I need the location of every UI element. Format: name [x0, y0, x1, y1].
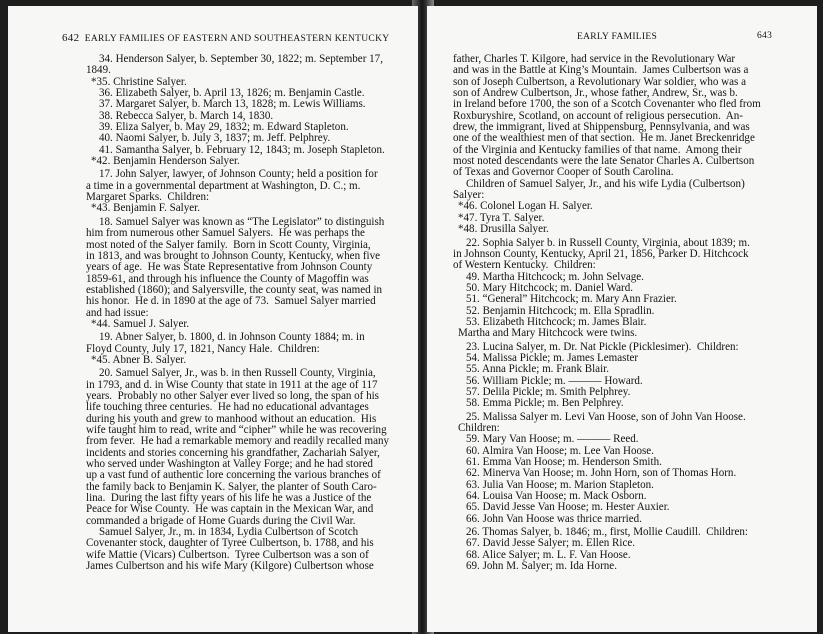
left-page-body: [86, 54, 406, 572]
text-line: 62. Minerva Van Hoose; m. John Horn, son of Thomas Horn.: [466, 467, 737, 480]
text-line: 37. Margaret Salyer, b. March 13, 1828; m. Lewis Williams.: [99, 98, 366, 111]
text-line: 54. Malissa Pickle; m. James Lemaster: [466, 351, 639, 364]
text-line: years of age. He was State Representative from Johnson County: [86, 261, 373, 274]
text-line: commanded a brigade of Home Guards during the Civil War.: [86, 514, 356, 527]
text-line: and had issue:: [86, 306, 149, 319]
text-line: who served under Washington at Valley Forge; and he had stored: [86, 458, 373, 471]
text-line: of Western Kentucky. Children:: [453, 259, 596, 272]
text-line: *47. Tyra T. Salyer.: [458, 211, 545, 224]
right-page-body: [453, 54, 799, 572]
text-line: *45. Abner B. Salyer.: [91, 353, 187, 366]
text-line: Martha and Mary Hitchcock were twins.: [458, 327, 638, 340]
text-line: up a vast fund of authentic lore concerning the various branches of: [86, 469, 381, 482]
text-line: 25. Malissa Salyer m. Levi Van Hoose, son of John Van Hoose.: [466, 410, 746, 423]
text-line: 20. Samuel Salyer, Jr., was b. in then Russell County, Virginia,: [99, 367, 376, 380]
text-line: 66. John Van Hoose was thrice married.: [466, 512, 642, 525]
text-line: 56. William Pickle; m. ——— Howard.: [466, 374, 643, 387]
right-page: [427, 6, 817, 632]
text-line: 34. Henderson Salyer, b. September 30, 1822; m. September 17,: [99, 53, 383, 65]
text-line: 41. Samantha Salyer, b. February 12, 1843; m. Joseph Stapleton.: [99, 143, 385, 156]
text-line: a time in a governmental department at Washington, D. C.; m.: [86, 179, 361, 192]
text-line: father, Charles T. Kilgore, had service in the Revolutionary War: [453, 53, 736, 65]
text-line: 36. Elizabeth Salyer, b. April 13, 1826; m. Benjamin Castle.: [99, 87, 365, 100]
text-line: *46. Colonel Logan H. Salyer.: [458, 200, 593, 213]
text-line: *44. Samuel J. Salyer.: [91, 317, 190, 330]
text-line: son of Andrew Culbertson, Jr., whose father, Andrew, Sr., was b.: [453, 87, 738, 100]
text-line: 53. Elizabeth Hitchcock; m. James Blair.: [466, 315, 647, 328]
text-line: in Ireland before 1700, the son of a Scotch Covenanter who fled from: [453, 98, 761, 111]
text-line: son of Joseph Culbertson, a Revolutionary War soldier, who was a: [453, 75, 747, 88]
text-line: wife taught him to read, write and “cipher” while he was recovering: [86, 424, 387, 436]
text-line: and was in the Battle at King’s Mountain. James Culbertson was a: [453, 64, 749, 77]
text-line: 18. Samuel Salyer was known as “The Legislator” to distinguish: [99, 215, 385, 228]
text-line: 65. David Jesse Van Hoose; m. Hester Auxier.: [466, 501, 670, 514]
text-line: 59. Mary Van Hoose; m. ——— Reed.: [466, 433, 639, 446]
text-line: in 1793, and d. in Wise County that state in 1911 at the age of 117: [86, 378, 378, 391]
text-line: of the Virginia and Kentucky families of that name. Among their: [453, 143, 742, 156]
text-line: *48. Drusilla Salyer.: [458, 223, 549, 236]
text-line: 68. Alice Salyer; m. L. F. Van Hoose.: [466, 548, 631, 561]
text-line: his honor. He d. in 1890 at the age of 73. Samuel Salyer married: [86, 295, 376, 308]
text-line: 57. Delila Pickle; m. Smith Pelphrey.: [466, 385, 631, 398]
text-line: Covenanter stock, daughter of Tyree Culbertson, b. 1788, and his: [86, 537, 374, 550]
text-line: 23. Lucina Salyer, m. Dr. Nat Pickle (Picklesimer). Children:: [466, 340, 739, 353]
text-line: Floyd County, July 17, 1821, Nancy Hale. Children:: [86, 342, 320, 355]
text-line: drew, the immigrant, lived at Shippensburg, Pennsylvania, and was: [453, 121, 750, 134]
left-page: [8, 6, 418, 632]
text-line: Roxburyshire, Scotland, on account of religious persecution. An-: [453, 109, 743, 122]
text-line: 67. David Jesse Salyer; m. Ellen Rice.: [466, 537, 636, 550]
text-line: 39. Eliza Salyer, b. May 29, 1832; m. Edward Stapleton.: [99, 121, 349, 134]
text-line: Children:: [458, 422, 500, 434]
text-line: 26. Thomas Salyer, b. 1846; m., first, Mollie Caudill. Children:: [466, 526, 748, 539]
text-line: 22. Sophia Salyer b. in Russell County, Virginia, about 1839; m.: [466, 236, 750, 249]
text-line: 38. Rebecca Salyer, b. March 14, 1830.: [99, 109, 274, 122]
text-line: 63. Julia Van Hoose; m. Marion Stapleton.: [466, 478, 654, 491]
text-line: one of the wealthiest men of that section. He m. Janet Breckenridge: [453, 132, 755, 145]
text-line: *35. Christine Salyer.: [91, 75, 187, 88]
text-line: 1859-61, and through his influence the County of Magoffin was: [86, 272, 369, 285]
text-line: from fever. He had a remarkable memory and readily recalled many: [86, 435, 390, 448]
text-line: years. Probably no other Salyer ever lived so long, the span of his: [86, 389, 379, 402]
text-line: 49. Martha Hitchcock; m. John Selvage.: [466, 270, 644, 283]
text-line: most noted descendants were the late Senator Charles A. Culbertson: [453, 155, 755, 168]
text-line: in Johnson County, Kentucky, April 21, 1856, Parker D. Hitchcock: [453, 247, 749, 260]
text-line: 61. Emma Van Hoose; m. Henderson Smith.: [466, 456, 662, 469]
text-line: 51. “General” Hitchcock; m. Mary Ann Frazier.: [466, 293, 677, 306]
text-line: established (1860); and Salyersville, the county seat, was named in: [86, 283, 383, 296]
left-running-head-title: EARLY FAMILIES OF EASTERN AND SOUTHEASTERN KENTUCKY: [84, 34, 390, 44]
text-line: in 1813, and was brought to Johnson County, Kentucky, when five: [86, 249, 381, 262]
text-line: Children of Samuel Salyer, Jr., and his wife Lydia (Culbertson): [466, 177, 745, 190]
text-line: lina. During the last fifty years of his life he was a Justice of the: [86, 492, 372, 505]
left-running-header: [62, 32, 389, 44]
text-line: incidents and stories concerning his grandfather, Zachariah Salyer,: [86, 446, 380, 459]
text-line: 19. Abner Salyer, b. 1800, d. in Johnson County 1884; m. in: [99, 331, 365, 344]
text-line: 1849.: [86, 64, 111, 77]
text-line: 60. Almira Van Hoose; m. Lee Van Hoose.: [466, 444, 654, 457]
right-running-head-title: EARLY FAMILIES: [577, 32, 658, 42]
text-line: 52. Benjamin Hitchcock; m. Ella Spradlin.: [466, 304, 655, 317]
text-line: *42. Benjamin Henderson Salyer.: [91, 155, 240, 168]
text-line: the family back to Benjamin K. Salyer, the planter of South Caro-: [86, 480, 377, 493]
right-page-number: 643: [757, 31, 773, 41]
text-line: Margaret Sparks. Children:: [86, 191, 210, 204]
text-line: 40. Naomi Salyer, b. July 3, 1837; m. Jeff. Pelphrey.: [99, 132, 331, 145]
text-line: *43. Benjamin F. Salyer.: [91, 202, 200, 215]
text-line: Samuel Salyer, Jr., m. in 1834, Lydia Culbertson of Scotch: [99, 526, 359, 539]
text-line: James Culbertson and his wife Mary (Kilgore) Culbertson whose: [86, 560, 374, 573]
text-line: wife Mattie (Vicars) Culbertson. Tyree Culbertson was a son of: [86, 548, 369, 561]
text-line: life touching three centuries. He had no educational advantages: [86, 401, 369, 414]
text-line: 50. Mary Hitchcock; m. Daniel Ward.: [466, 281, 634, 294]
text-line: 69. John M. Salyer; m. Ida Horne.: [466, 560, 617, 573]
text-line: Salyer:: [453, 189, 485, 202]
text-line: 58. Emma Pickle; m. Ben Pelphrey.: [466, 397, 624, 410]
text-line: Peace for Wise County. He was captain in the Mexican War, and: [86, 503, 374, 516]
text-line: him from numerous other Samuel Salyers. He was perhaps the: [86, 227, 365, 240]
text-line: 64. Louisa Van Hoose; m. Mack Osborn.: [466, 490, 647, 503]
text-line: during his youth and grew to manhood without an education. His: [86, 412, 377, 425]
left-page-number: 642: [62, 32, 80, 44]
text-line: 55. Anna Pickle; m. Frank Blair.: [466, 363, 609, 376]
text-line: of Texas and Governor Cooper of South Carolina.: [453, 166, 674, 179]
text-line: most noted of the Salyer family. Born in Scott County, Virginia,: [86, 238, 371, 251]
text-line: 17. John Salyer, lawyer, of Johnson County; held a position for: [99, 168, 378, 181]
